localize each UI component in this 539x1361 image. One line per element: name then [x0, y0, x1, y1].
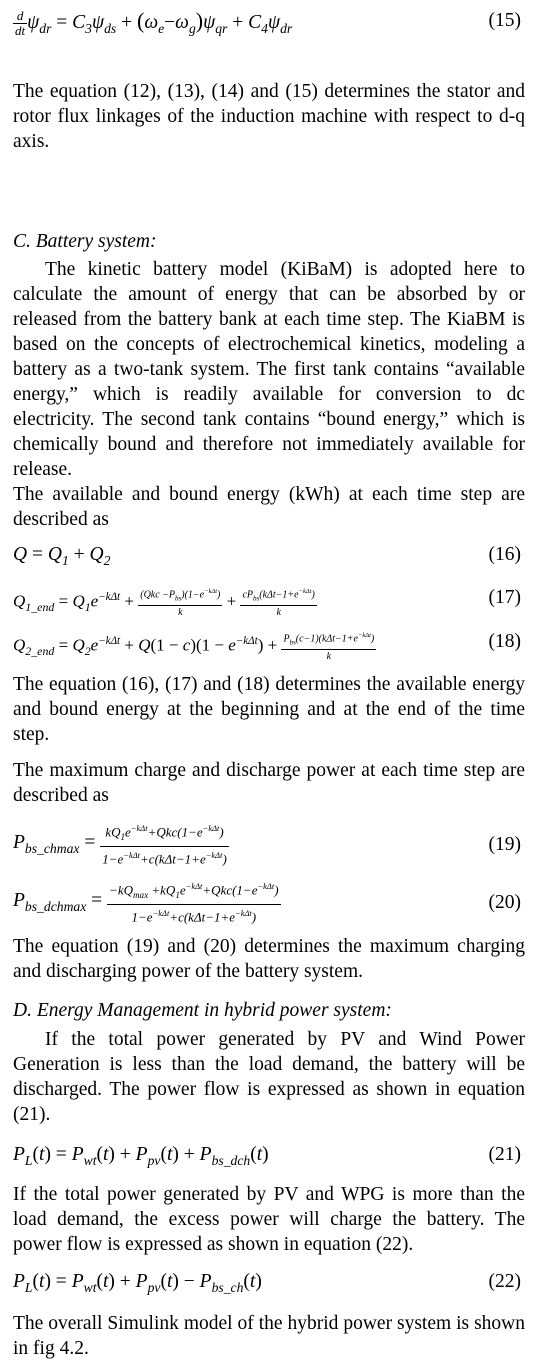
equation-15-number: (15)	[488, 10, 521, 31]
paragraph-flux-linkage: The equation (12), (13), (14) and (15) determines the stator and rotor flux linkages of the induction machine with respect to d-q axis.	[13, 81, 525, 152]
equation-20-expression: $P_{bs\_dchmax}$ = $\frac{-kQ_{max} +kQ_1e^{-k\Delta t}+Qkc(1-e^{-k\Delta t})}{1-e^{-k\Delta t}+c(k\Delta t-1+e^{-k\Delta t})}$	[13, 878, 281, 925]
equation-16	[13, 542, 525, 572]
equation-21-expression: $P_L(t) = P_{wt}(t) + P_{pv}(t) + P_{bs\_dch}(t)$	[13, 1144, 269, 1168]
equation-22-number: (22)	[488, 1271, 521, 1292]
equation-18-number: (18)	[488, 631, 521, 652]
equation-17-expression: $Q_{1\_end} = Q_1e^{-k\Delta t}$ + $\frac{(Qkc -P_{bs})(1-e^{-k\Delta t})}{k}$ + $\frac{cP_{bs}(k\Delta t-1+e^{-k\Delta t})}{k}$	[13, 585, 317, 620]
equation-22-expression: $P_L(t) = P_{wt}(t) + P_{pv}(t) - P_{bs\_ch}(t)$	[13, 1271, 262, 1295]
equation-17-number: (17)	[488, 587, 521, 608]
equation-19-number: (19)	[488, 834, 521, 855]
paragraph-charge: If the total power generated by PV and WPG is more than the load demand, the excess power will charge the battery. The power flow is expressed as shown in equation (22).	[13, 1184, 525, 1255]
paragraph-available-energy: The available and bound energy (kWh) at each time step are described as	[13, 484, 525, 530]
equation-21-number: (21)	[488, 1144, 521, 1165]
paragraph-max-power: The maximum charge and discharge power at each time step are described as	[13, 760, 525, 806]
paragraph-kibam: The kinetic battery model (KiBaM) is adopted here to calculate the amount of energy that can be absorbed by or released from the battery bank at each time step. The KiaBM is based on the concepts of electrochemical kinetics, modeling a battery as a two-tank system. The first tank contains “available energy,” which is readily available for conversion to dc electricity. The second tank contains “bound energy,” which is chemically bound and therefore not immediately available for release.	[13, 259, 525, 480]
equation-16-number: (16)	[488, 544, 521, 565]
paragraph-simulink: The overall Simulink model of the hybrid power system is shown in fig 4.2.	[13, 1313, 525, 1359]
equation-19-expression: $P_{bs\_chmax}$ = $\frac{kQ_1e^{-k\Delta t}+Qkc(1-e^{-k\Delta t})}{1-e^{-k\Delta t}+c(k\Delta t-1+e^{-k\Delta t})}$	[13, 820, 229, 867]
equation-18-expression: $Q_{2\_end} = Q_2e^{-k\Delta t} + Q(1 - c)(1 - e^{-k\Delta t})$ + $\frac{P_{bs}(c-1)(k\Delta t-1+e^{-k\Delta t})}{k}$	[13, 629, 376, 664]
equation-22	[13, 1269, 525, 1299]
equation-20-number: (20)	[488, 892, 521, 913]
equation-20	[13, 878, 525, 924]
paragraph-discharge: If the total power generated by PV and Wind Power Generation is less than the load demand, the battery will be discharged. The power flow is expressed as shown in equation (21).	[13, 1029, 525, 1125]
equation-19	[13, 820, 525, 866]
section-heading-energy-management: D. Energy Management in hybrid power system:	[13, 1000, 392, 1021]
equation-18	[13, 629, 525, 663]
equation-17	[13, 585, 525, 619]
section-heading-battery: C. Battery system:	[13, 231, 157, 252]
equation-15	[13, 8, 525, 42]
paragraph-equations-16-18: The equation (16), (17) and (18) determines the available energy and bound energy at the beginning and at the end of the time step.	[13, 674, 525, 745]
equation-15-expression: $\frac{d}{dt}$ $\psi_{dr} = C_3\psi_{ds} + (\omega_e-\omega_g)\psi_{qr} + C_4\psi_{dr}$	[15, 8, 293, 39]
equation-16-expression: $Q = Q_1 + Q_2$	[13, 544, 111, 568]
equation-21	[13, 1142, 525, 1172]
paragraph-equations-19-20: The equation (19) and (20) determines the maximum charging and discharging power of the battery system.	[13, 936, 525, 982]
